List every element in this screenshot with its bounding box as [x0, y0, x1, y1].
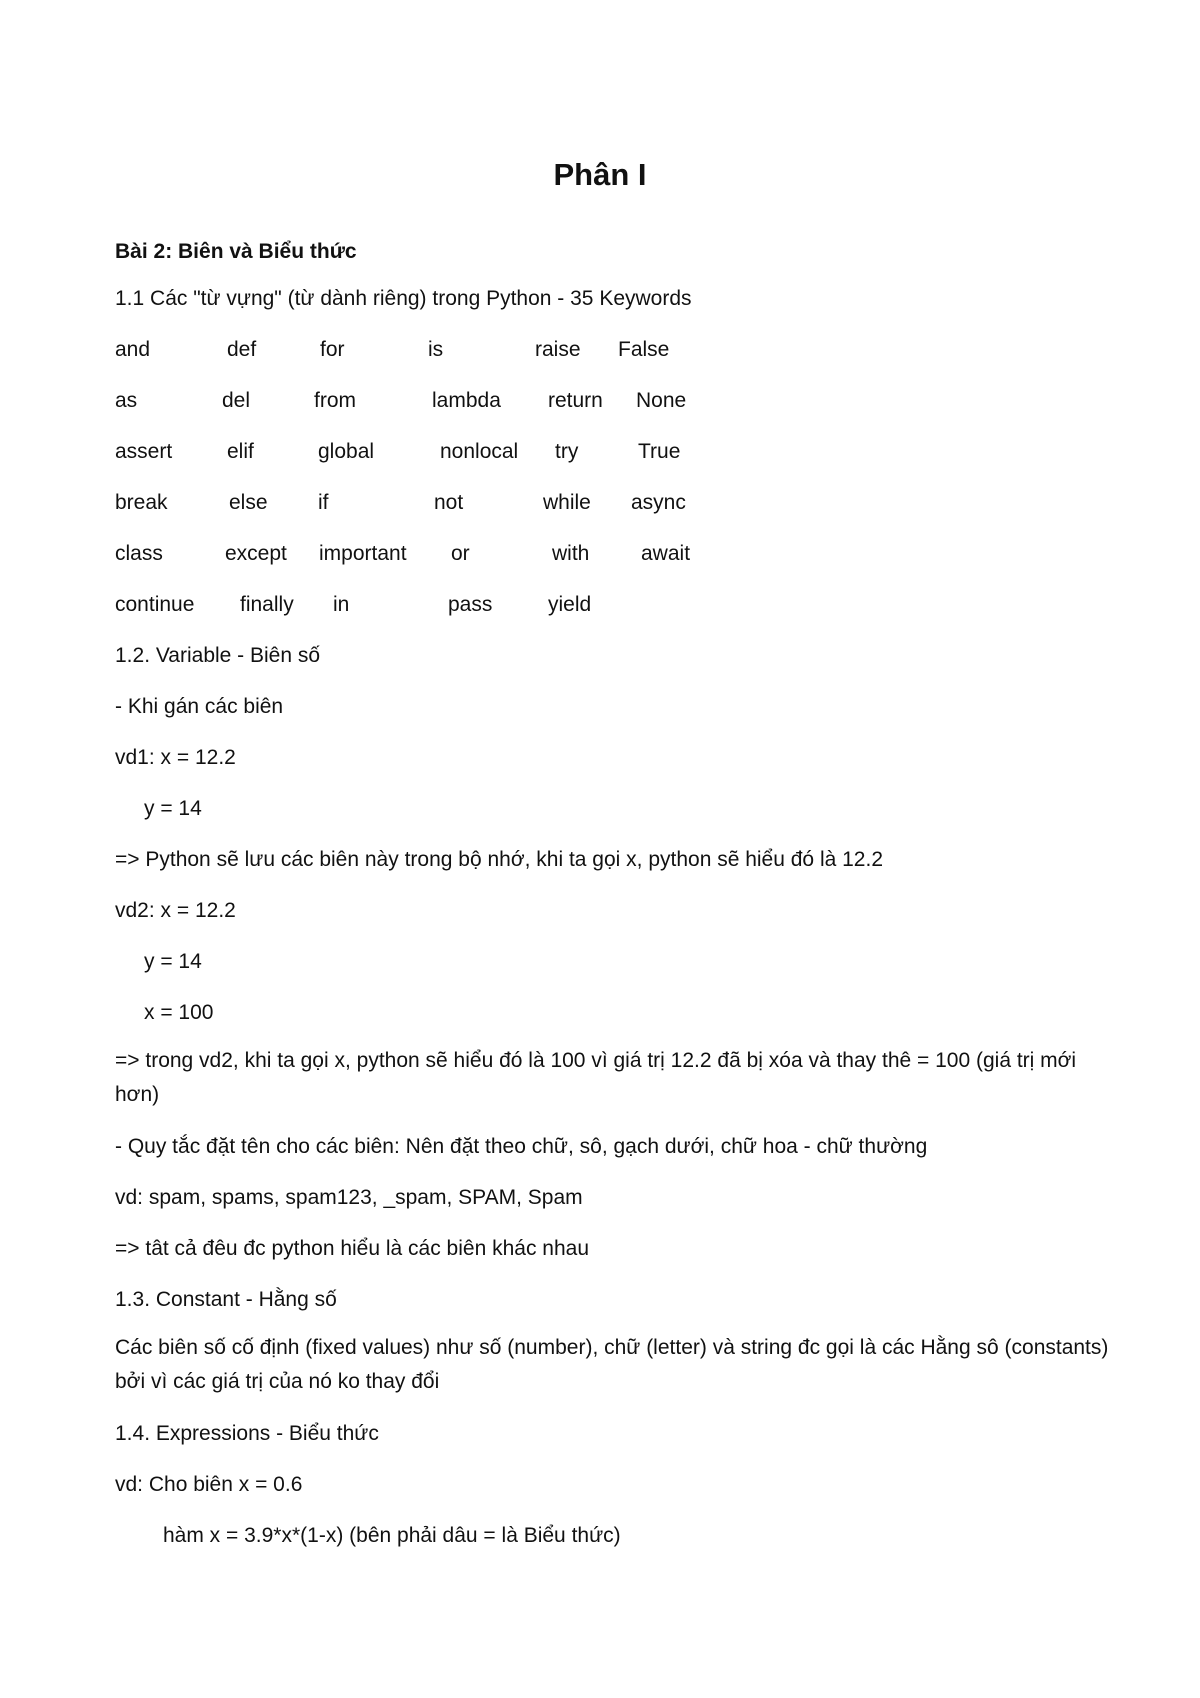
keyword: is	[428, 338, 444, 361]
keyword-row	[0, 591, 1200, 619]
keyword: return	[548, 389, 603, 412]
keyword: del	[222, 389, 251, 412]
vd2-x: vd2: x = 12.2	[115, 899, 236, 922]
keyword: yield	[548, 593, 592, 616]
keyword: True	[638, 440, 681, 463]
keyword: pass	[448, 593, 493, 616]
keyword: global	[318, 440, 375, 463]
keyword: lambda	[432, 389, 501, 412]
keyword: continue	[115, 593, 195, 616]
keyword: important	[319, 542, 407, 565]
keyword-row	[0, 489, 1200, 517]
keyword: False	[618, 338, 670, 361]
keyword: with	[552, 542, 590, 565]
keyword-row	[0, 387, 1200, 415]
keyword: or	[451, 542, 470, 565]
page-title: Phân I	[553, 157, 647, 192]
keyword: from	[314, 389, 356, 412]
keyword-row	[0, 438, 1200, 466]
expression-example: vd: Cho biên x = 0.6	[115, 1473, 303, 1496]
keyword: assert	[115, 440, 173, 463]
constant-heading: 1.3. Constant - Hằng số	[115, 1288, 337, 1311]
vd1-result: => Python sẽ lưu các biên này trong bộ nhớ, khi ta gọi x, python sẽ hiểu đó là 12.2	[115, 848, 883, 871]
keywords-intro: 1.1 Các "từ vựng" (từ dành riêng) trong Python - 35 Keywords	[115, 287, 692, 310]
keyword: try	[555, 440, 579, 463]
keyword: in	[333, 593, 350, 616]
keyword: and	[115, 338, 151, 361]
keyword: break	[115, 491, 168, 514]
expression-function: hàm x = 3.9*x*(1-x) (bên phải dâu = là Biểu thức)	[163, 1524, 621, 1547]
keyword-row	[0, 336, 1200, 364]
keyword-row	[0, 540, 1200, 568]
variable-heading: 1.2. Variable - Biên số	[115, 644, 321, 667]
vd1-x: vd1: x = 12.2	[115, 746, 236, 769]
vd2-result: => trong vd2, khi ta gọi x, python sẽ hiểu đó là 100 vì giá trị 12.2 đã bị xóa và thay thê = 100 (giá trị mới hơn)	[115, 1049, 1077, 1106]
keyword: class	[115, 542, 163, 565]
keyword: await	[641, 542, 691, 565]
vd2-y: y = 14	[144, 950, 202, 973]
keyword: raise	[535, 338, 581, 361]
vd1-y: y = 14	[144, 797, 202, 820]
keyword: not	[434, 491, 464, 514]
constant-description: Các biên số cố định (fixed values) như số (number), chữ (letter) và string đc gọi là các Hằng sô (constants) bởi vì các giá trị của nó ko thay đổi	[115, 1336, 1109, 1393]
keyword: finally	[240, 593, 294, 616]
naming-rule: - Quy tắc đặt tên cho các biên: Nên đặt theo chữ, sô, gạch dưới, chữ hoa - chữ thường	[115, 1135, 928, 1158]
keyword: None	[636, 389, 687, 412]
lesson-heading: Bài 2: Biên và Biểu thức	[115, 240, 357, 263]
expression-heading: 1.4. Expressions - Biểu thức	[115, 1422, 379, 1445]
assign-note: - Khi gán các biên	[115, 695, 284, 718]
keyword: while	[543, 491, 591, 514]
keyword: def	[227, 338, 257, 361]
keyword: else	[229, 491, 268, 514]
naming-result: => tât cả đêu đc python hiểu là các biên khác nhau	[115, 1237, 590, 1260]
naming-example: vd: spam, spams, spam123, _spam, SPAM, Spam	[115, 1186, 583, 1209]
keyword: for	[320, 338, 345, 361]
keyword: except	[225, 542, 287, 565]
keyword: nonlocal	[440, 440, 519, 463]
keyword: async	[631, 491, 686, 514]
vd2-x2: x = 100	[144, 1001, 214, 1024]
keyword: if	[318, 491, 329, 514]
keyword: elif	[227, 440, 254, 463]
keyword: as	[115, 389, 138, 412]
